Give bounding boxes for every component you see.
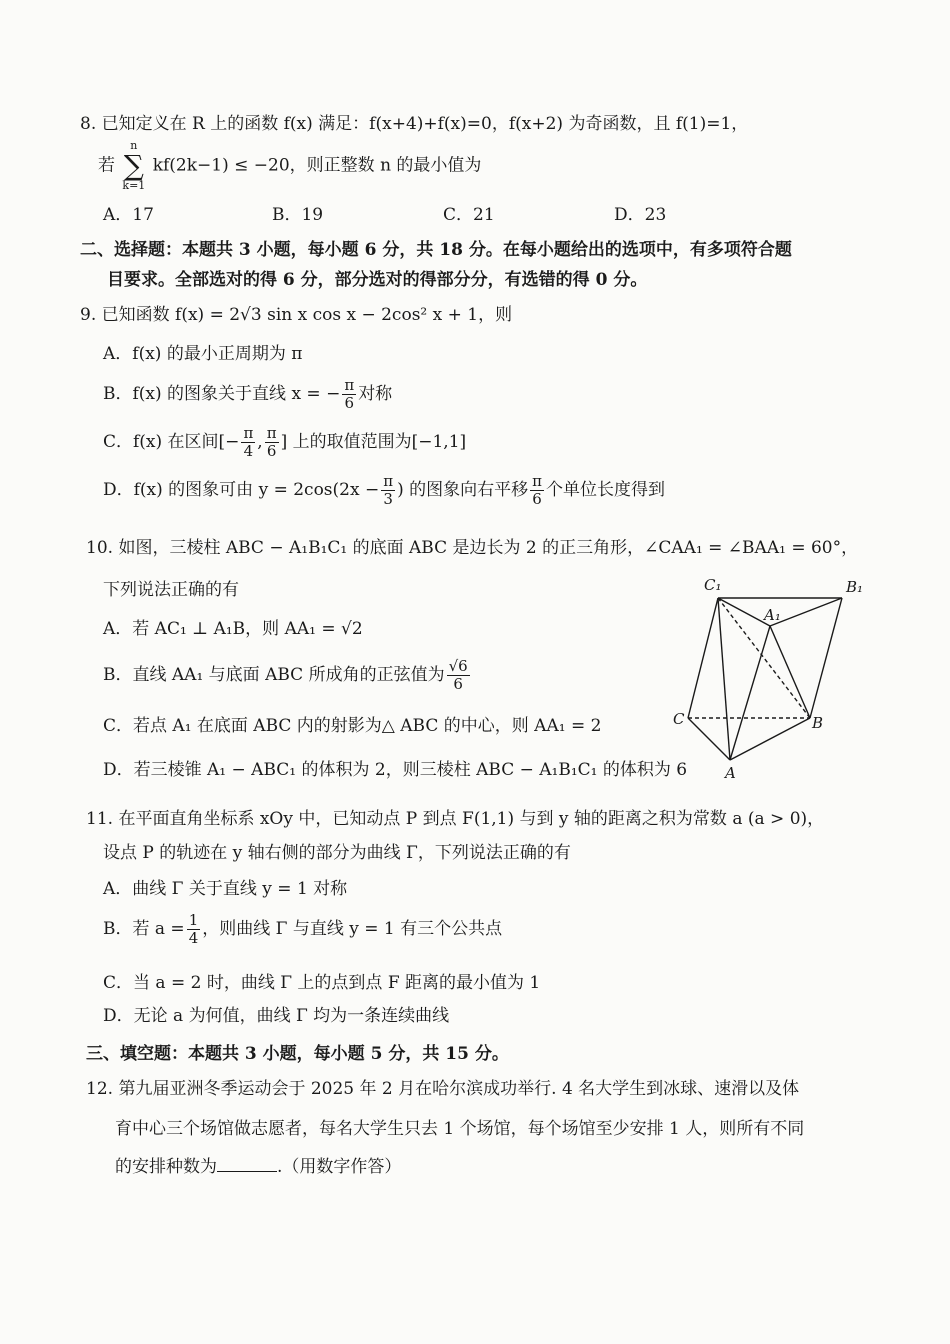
q11-option-c: C．当 a = 2 时，曲线 Γ 上的点到点 F 距离的最小值为 1: [103, 973, 541, 993]
q9-d-numerator-1: π: [383, 472, 394, 490]
edge-a-a1: [730, 626, 770, 760]
q8-line1: 8. 已知定义在 R 上的函数 f(x) 满足：f(x+4)+f(x)=0，f(x+2) 为奇函数，且 f(1)=1，: [80, 114, 749, 134]
q9-c-fraction-1: [241, 425, 255, 460]
q9-option-a: A．f(x) 的最小正周期为 π: [103, 344, 303, 364]
q10-option-b: [103, 652, 472, 698]
q9-option-c: [103, 420, 466, 464]
q10-option-a: A．若 AC₁ ⊥ A₁B，则 AA₁ = √2: [103, 619, 363, 639]
edge-c1-a1: [718, 598, 770, 626]
q10-b-denominator: 6: [453, 675, 463, 693]
edge-c-a: [688, 718, 730, 760]
section3-heading: 三、填空题：本题共 3 小题，每小题 5 分，共 15 分。: [86, 1044, 509, 1064]
q9-d-denominator-1: 3: [383, 490, 393, 508]
q9-b-fraction: [342, 377, 356, 412]
q9-d-numerator-2: π: [532, 472, 542, 490]
q9-c-denominator-1: 4: [243, 442, 254, 460]
label-c: C: [673, 710, 685, 728]
q11-line2: 设点 P 的轨迹在 y 轴右侧的部分为曲线 Γ，下列说法正确的有: [103, 843, 571, 863]
q9-c-numerator-2: π: [266, 424, 277, 442]
q9-c-numerator-1: π: [243, 424, 254, 442]
q9-b-prefix: B．f(x) 的图象关于直线 x = −: [103, 384, 341, 404]
q9-b-denominator: 6: [344, 394, 355, 412]
q11-b-suffix: ，则曲线 Γ 与直线 y = 1 有三个公共点: [202, 919, 503, 939]
q9-stem: 9. 已知函数 f(x) = 2√3 sin x cos x − 2cos² x + 1，则: [80, 305, 513, 325]
q12-line3: [115, 1155, 401, 1179]
q9-d-mid: ) 的图象向右平移: [397, 480, 529, 500]
q9-c-comma: ,: [257, 432, 263, 452]
label-b: B: [812, 714, 824, 732]
answer-blank[interactable]: [217, 1155, 277, 1172]
sigma-icon: ∑: [123, 149, 144, 182]
q11-b-numerator: 1: [188, 911, 199, 929]
label-c1: C₁: [704, 576, 722, 594]
q9-b-suffix: 对称: [358, 384, 393, 404]
q9-d-suffix: 个单位长度得到: [545, 480, 665, 500]
q10-option-c: C．若点 A₁ 在底面 ABC 内的射影为△ ABC 的中心，则 AA₁ = 2: [103, 716, 602, 736]
label-a1: A₁: [764, 606, 781, 624]
q11-option-b: [103, 906, 502, 952]
q9-d-denominator-2: 6: [532, 490, 542, 508]
q8-line2-suffix: kf(2k−1) ≤ −20，则正整数 n 的最小值为: [152, 155, 482, 176]
label-b1: B₁: [846, 578, 864, 596]
q8-option-d: D．23: [614, 205, 667, 225]
q8-line2: [98, 140, 481, 192]
sum-upper: n: [130, 139, 138, 152]
q9-c-fraction-2: [265, 425, 279, 460]
q10-b-prefix: B．直线 AA₁ 与底面 ABC 所成角的正弦值为: [103, 665, 445, 685]
summation-symbol: [122, 140, 145, 192]
q9-d-fraction-2: [530, 473, 544, 508]
q12-line3-prefix: 的安排种数为: [115, 1157, 217, 1177]
q11-line1: 11. 在平面直角坐标系 xOy 中，已知动点 P 到点 F(1,1) 与到 y 轴的距离之积为常数 a (a > 0)，: [86, 809, 825, 829]
prism-figure: [670, 574, 880, 784]
q10-line2: 下列说法正确的有: [103, 580, 239, 600]
q10-b-numerator: √6: [448, 657, 468, 675]
q9-c-denominator-2: 6: [266, 442, 277, 460]
edge-c-c1: [688, 598, 718, 718]
edge-a-b: [730, 718, 810, 760]
q12-line2: 育中心三个场馆做志愿者，每名大学生只去 1 个场馆，每个场馆至少安排 1 人，则所有不同: [115, 1119, 805, 1139]
q12-line1: 12. 第九届亚洲冬季运动会于 2025 年 2 月在哈尔滨成功举行. 4 名大学生到冰球、速滑以及体: [86, 1079, 800, 1099]
q10-b-fraction: [447, 658, 470, 693]
section2-heading: 二、选择题：本题共 3 小题，每小题 6 分，共 18 分。在每小题给出的选项中，有多项符合题: [80, 240, 792, 260]
q9-option-b: [103, 372, 392, 416]
label-a: A: [725, 764, 736, 782]
q10-option-d: D．若三棱锥 A₁ − ABC₁ 的体积为 2，则三棱柱 ABC − A₁B₁C₁ 的体积为 6: [103, 760, 688, 780]
q12-line3-suffix: .（用数字作答）: [277, 1157, 402, 1177]
edge-b-b1: [810, 598, 842, 718]
q10-line1: 10. 如图，三棱柱 ABC − A₁B₁C₁ 的底面 ABC 是边长为 2 的正三角形，∠CAA₁ = ∠BAA₁ = 60°，: [86, 538, 859, 558]
q9-b-numerator: π: [344, 376, 355, 394]
section2-heading-cont: 目要求。全部选对的得 6 分，部分选对的得部分分，有选错的得 0 分。: [107, 270, 648, 290]
q11-b-prefix: B．若 a =: [103, 919, 185, 939]
q9-c-suffix: ] 上的取值范围为[−1,1]: [280, 432, 467, 452]
q11-option-d: D．无论 a 为何值，曲线 Γ 均为一条连续曲线: [103, 1006, 450, 1026]
q8-line2-prefix: 若: [98, 155, 115, 176]
diag-c1-a: [718, 598, 730, 760]
q8-option-a: A．17: [103, 205, 154, 225]
q11-b-denominator: 4: [188, 929, 199, 947]
q9-option-d: [103, 468, 665, 512]
q9-d-prefix: D．f(x) 的图象可由 y = 2cos(2x −: [103, 480, 380, 500]
q11-b-fraction: [187, 912, 201, 947]
q8-option-c: C．21: [443, 205, 495, 225]
q9-d-fraction-1: [381, 473, 395, 508]
q11-option-a: A．曲线 Γ 关于直线 y = 1 对称: [103, 879, 348, 899]
q8-option-b: B．19: [272, 205, 324, 225]
q9-c-prefix: C．f(x) 在区间[−: [103, 432, 240, 452]
sum-lower: k=1: [122, 179, 146, 192]
diag-a1-b: [770, 626, 810, 718]
